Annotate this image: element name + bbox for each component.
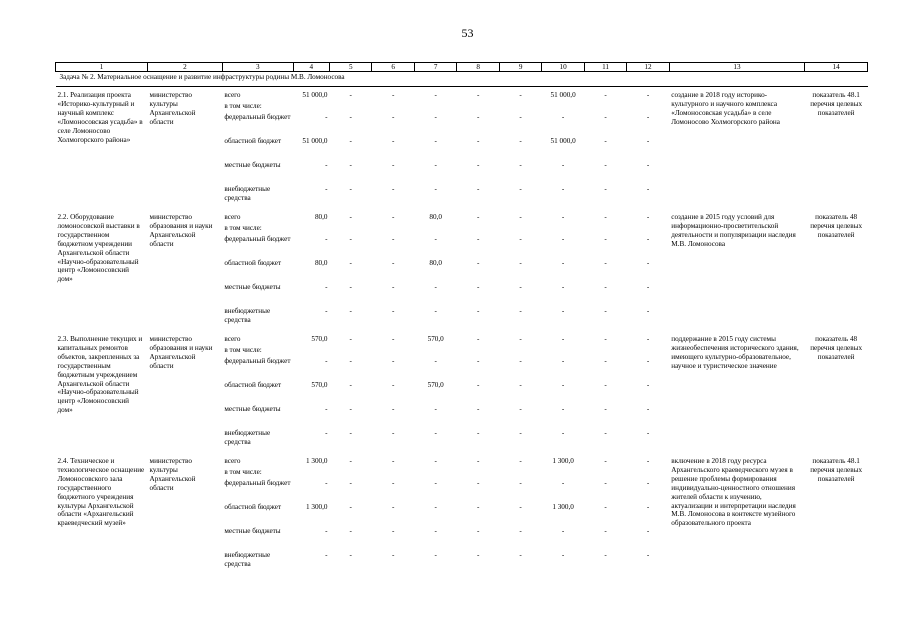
- value-cell: -: [434, 429, 437, 437]
- measure-executor: министерство культуры Архангельской области: [149, 457, 196, 492]
- value-cell: -: [476, 113, 480, 121]
- funding-source: федеральный бюджет: [224, 479, 291, 487]
- value-cell: -: [519, 335, 522, 343]
- measure-row: [56, 213, 868, 224]
- value-cell: 51 000,0: [302, 137, 328, 145]
- value-cell: -: [476, 429, 480, 437]
- value-cell: -: [349, 551, 352, 559]
- value-cell: -: [325, 113, 328, 121]
- measure-executor: министерство культуры Архангельской области: [149, 91, 196, 126]
- value-cell: -: [476, 357, 480, 365]
- value-cell: -: [349, 527, 352, 535]
- value-cell: -: [604, 479, 607, 487]
- value-cell: -: [434, 503, 437, 511]
- value-cell: -: [476, 405, 480, 413]
- value-cell: 1 300,0: [305, 457, 328, 465]
- value-cell: -: [434, 137, 437, 145]
- value-cell: -: [646, 213, 650, 221]
- value-cell: 51 000,0: [550, 91, 576, 99]
- value-cell: -: [519, 381, 522, 389]
- value-cell: -: [476, 259, 480, 267]
- value-cell: -: [604, 405, 607, 413]
- value-cell: [330, 468, 372, 479]
- value-cell: -: [646, 381, 650, 389]
- value-cell: -: [646, 527, 650, 535]
- header-cell: 14: [805, 63, 868, 72]
- value-cell: 51 000,0: [302, 91, 328, 99]
- value-cell: -: [434, 405, 437, 413]
- value-cell: -: [392, 235, 395, 243]
- value-cell: -: [349, 457, 352, 465]
- value-cell: 1 300,0: [552, 457, 574, 465]
- value-cell: -: [434, 283, 437, 291]
- value-cell: -: [392, 357, 395, 365]
- funding-source: местные бюджеты: [224, 405, 281, 413]
- value-cell: [330, 224, 372, 235]
- value-cell: -: [519, 457, 522, 465]
- target-indicator: показатель 48.1 перечня целевых показателей: [810, 91, 863, 117]
- value-cell: 80,0: [314, 213, 328, 221]
- value-cell: -: [519, 235, 522, 243]
- value-cell: -: [561, 429, 565, 437]
- value-cell: -: [392, 503, 395, 511]
- value-cell: -: [604, 235, 607, 243]
- value-cell: -: [392, 479, 395, 487]
- task-row: [56, 72, 868, 87]
- value-cell: [330, 102, 372, 113]
- value-cell: -: [561, 307, 565, 315]
- value-cell: -: [349, 479, 352, 487]
- target-indicator: показатель 48.1 перечня целевых показателей: [810, 457, 863, 483]
- value-cell: -: [476, 551, 480, 559]
- value-cell: -: [434, 235, 437, 243]
- value-cell: -: [519, 405, 522, 413]
- value-cell: [584, 102, 626, 113]
- value-cell: -: [604, 503, 607, 511]
- measure-name: 2.2. Оборудование ломоносовской выставки в государственном бюджетном учреждении Архангельской области «Научно-образовательный центр «Ломоносовский дом»: [57, 213, 140, 284]
- value-cell: -: [325, 185, 328, 193]
- value-cell: -: [476, 527, 480, 535]
- value-cell: 1 300,0: [305, 503, 328, 511]
- value-cell: -: [646, 185, 650, 193]
- funding-source: областной бюджет: [224, 137, 282, 145]
- value-cell: -: [434, 527, 437, 535]
- value-cell: 570,0: [427, 335, 444, 343]
- header-cell: 1: [56, 63, 148, 72]
- header-cell: 9: [499, 63, 541, 72]
- value-cell: -: [434, 91, 437, 99]
- value-cell: -: [604, 185, 607, 193]
- value-cell: -: [519, 161, 522, 169]
- value-cell: [542, 102, 584, 113]
- value-cell: -: [325, 283, 328, 291]
- value-cell: [627, 468, 669, 479]
- value-cell: -: [349, 335, 352, 343]
- measure-name: 2.3. Выполнение текущих и капитальных ремонтов объектов, закрепленных за государственным бюджетным учреждением Архангельской области «Научно-образовательный центр «Ломоносовский дом»: [57, 335, 143, 415]
- value-cell: -: [519, 357, 522, 365]
- value-cell: -: [392, 161, 395, 169]
- value-cell: -: [561, 113, 565, 121]
- value-cell: -: [604, 335, 607, 343]
- measure-row: [56, 335, 868, 346]
- funding-source: внебюджетные средства: [224, 551, 271, 568]
- value-cell: -: [392, 457, 395, 465]
- value-cell: [293, 102, 329, 113]
- value-cell: -: [646, 235, 650, 243]
- value-cell: -: [561, 235, 565, 243]
- funding-source: местные бюджеты: [224, 283, 281, 291]
- value-cell: [293, 346, 329, 357]
- value-cell: -: [604, 381, 607, 389]
- expected-result: создание в 2015 году условий для информационно-просветительской деятельности и популяризации наследия М.В. Ломоносова: [671, 213, 796, 248]
- value-cell: -: [561, 283, 565, 291]
- value-cell: 1 300,0: [552, 503, 574, 511]
- value-cell: -: [561, 479, 565, 487]
- value-cell: -: [476, 335, 480, 343]
- header-cell: 11: [584, 63, 626, 72]
- value-cell: -: [519, 259, 522, 267]
- value-cell: 80,0: [429, 259, 442, 267]
- value-cell: -: [325, 235, 328, 243]
- value-cell: -: [646, 457, 650, 465]
- value-cell: -: [434, 551, 437, 559]
- value-cell: 570,0: [427, 381, 444, 389]
- funding-source: всего: [224, 91, 241, 99]
- value-cell: -: [476, 91, 480, 99]
- value-cell: -: [476, 185, 480, 193]
- funding-source: в том числе:: [224, 102, 262, 110]
- value-cell: -: [476, 503, 480, 511]
- value-cell: -: [604, 213, 607, 221]
- value-cell: -: [519, 91, 522, 99]
- measure-row: [56, 91, 868, 102]
- value-cell: [372, 224, 414, 235]
- funding-source: местные бюджеты: [224, 527, 281, 535]
- value-cell: -: [392, 91, 395, 99]
- value-cell: -: [604, 527, 607, 535]
- value-cell: -: [392, 137, 395, 145]
- value-cell: -: [325, 307, 328, 315]
- measure-name: 2.4. Техническое и технологическое оснащение Ломоносовского зала государственного бюджетного учреждения культуры Архангельской области «Архангельский краеведческий музей»: [57, 457, 145, 528]
- value-cell: -: [561, 185, 565, 193]
- value-cell: -: [392, 335, 395, 343]
- value-cell: -: [349, 91, 352, 99]
- value-cell: -: [476, 137, 480, 145]
- header-cell: 7: [414, 63, 456, 72]
- funding-source: в том числе:: [224, 468, 262, 476]
- value-cell: -: [349, 429, 352, 437]
- value-cell: -: [604, 551, 607, 559]
- value-cell: -: [392, 185, 395, 193]
- value-cell: -: [349, 235, 352, 243]
- value-cell: -: [349, 381, 352, 389]
- value-cell: -: [646, 137, 650, 145]
- value-cell: [414, 102, 456, 113]
- value-cell: -: [349, 503, 352, 511]
- funding-source: областной бюджет: [224, 503, 282, 511]
- program-table: [55, 62, 868, 575]
- value-cell: -: [604, 259, 607, 267]
- value-cell: -: [604, 137, 607, 145]
- page-number: 53: [461, 26, 474, 40]
- value-cell: -: [604, 457, 607, 465]
- value-cell: [542, 346, 584, 357]
- header-cell: 5: [330, 63, 372, 72]
- value-cell: -: [434, 113, 437, 121]
- value-cell: -: [434, 307, 437, 315]
- target-indicator: показатель 48 перечня целевых показателей: [810, 335, 863, 361]
- value-cell: -: [349, 185, 352, 193]
- target-indicator: показатель 48 перечня целевых показателей: [810, 213, 863, 239]
- value-cell: [457, 468, 499, 479]
- value-cell: -: [519, 479, 522, 487]
- value-cell: -: [604, 91, 607, 99]
- value-cell: -: [604, 307, 607, 315]
- value-cell: [372, 346, 414, 357]
- value-cell: -: [519, 527, 522, 535]
- funding-source: федеральный бюджет: [224, 113, 291, 121]
- measure-row: [56, 457, 868, 468]
- value-cell: -: [646, 357, 650, 365]
- value-cell: -: [519, 137, 522, 145]
- funding-source: в том числе:: [224, 224, 262, 232]
- value-cell: [372, 468, 414, 479]
- funding-source: всего: [224, 213, 241, 221]
- value-cell: [542, 224, 584, 235]
- value-cell: -: [349, 161, 352, 169]
- value-cell: -: [604, 113, 607, 121]
- expected-result: создание в 2018 году историко-культурного и научного комплекса «Ломоносовская усадьба» в селе Ломоносово Холмогорского района: [671, 91, 780, 126]
- value-cell: [457, 102, 499, 113]
- value-cell: -: [434, 479, 437, 487]
- value-cell: [293, 468, 329, 479]
- value-cell: -: [604, 357, 607, 365]
- header-cell: 6: [372, 63, 414, 72]
- header-cell: 12: [627, 63, 669, 72]
- value-cell: -: [519, 185, 522, 193]
- value-cell: -: [349, 357, 352, 365]
- value-cell: -: [325, 357, 328, 365]
- funding-source: областной бюджет: [224, 259, 282, 267]
- funding-source: областной бюджет: [224, 381, 282, 389]
- value-cell: -: [476, 381, 480, 389]
- value-cell: -: [476, 213, 480, 221]
- value-cell: -: [392, 405, 395, 413]
- header-row: [56, 63, 868, 72]
- value-cell: -: [646, 551, 650, 559]
- value-cell: -: [561, 381, 565, 389]
- value-cell: -: [646, 405, 650, 413]
- value-cell: -: [646, 479, 650, 487]
- value-cell: -: [476, 235, 480, 243]
- header-cell: 13: [669, 63, 805, 72]
- value-cell: -: [646, 307, 650, 315]
- value-cell: -: [646, 429, 650, 437]
- value-cell: -: [646, 259, 650, 267]
- funding-source: федеральный бюджет: [224, 235, 291, 243]
- value-cell: -: [434, 457, 437, 465]
- funding-source: всего: [224, 335, 241, 343]
- value-cell: -: [349, 113, 352, 121]
- value-cell: -: [561, 335, 565, 343]
- value-cell: [584, 346, 626, 357]
- value-cell: 570,0: [311, 335, 328, 343]
- value-cell: [457, 346, 499, 357]
- value-cell: -: [519, 551, 522, 559]
- measure-name: 2.1. Реализация проекта «Историко-культурный и научный комплекс «Ломоносовская усадьба» в селе Ломоносово Холмогорского района»: [57, 91, 143, 144]
- value-cell: -: [349, 213, 352, 221]
- value-cell: -: [392, 113, 395, 121]
- value-cell: -: [349, 137, 352, 145]
- value-cell: -: [325, 161, 328, 169]
- value-cell: [627, 102, 669, 113]
- measure-executor: министерство образования и науки Архангельской области: [149, 335, 213, 370]
- value-cell: [499, 468, 541, 479]
- funding-source: всего: [224, 457, 241, 465]
- header-cell: 2: [148, 63, 223, 72]
- value-cell: [627, 346, 669, 357]
- value-cell: -: [476, 161, 480, 169]
- header-cell: 8: [457, 63, 499, 72]
- value-cell: -: [476, 457, 480, 465]
- value-cell: 51 000,0: [550, 137, 576, 145]
- task-title: Задача № 2. Материальное оснащение и развитие инфраструктуры родины М.В. Ломоносова: [56, 72, 868, 87]
- value-cell: -: [646, 113, 650, 121]
- value-cell: -: [519, 503, 522, 511]
- value-cell: 570,0: [311, 381, 328, 389]
- value-cell: [584, 468, 626, 479]
- value-cell: -: [646, 503, 650, 511]
- measure-executor: министерство образования и науки Архангельской области: [149, 213, 213, 248]
- value-cell: -: [519, 283, 522, 291]
- value-cell: -: [392, 551, 395, 559]
- value-cell: -: [325, 479, 328, 487]
- value-cell: -: [392, 381, 395, 389]
- value-cell: [499, 346, 541, 357]
- value-cell: [627, 224, 669, 235]
- value-cell: -: [392, 429, 395, 437]
- value-cell: -: [646, 91, 650, 99]
- funding-source: внебюджетные средства: [224, 185, 271, 202]
- value-cell: -: [476, 307, 480, 315]
- value-cell: 80,0: [429, 213, 442, 221]
- value-cell: -: [392, 259, 395, 267]
- value-cell: -: [349, 307, 352, 315]
- value-cell: [457, 224, 499, 235]
- value-cell: -: [476, 283, 480, 291]
- value-cell: [330, 346, 372, 357]
- value-cell: -: [604, 283, 607, 291]
- value-cell: -: [325, 527, 328, 535]
- funding-source: внебюджетные средства: [224, 429, 271, 446]
- value-cell: -: [519, 429, 522, 437]
- value-cell: -: [349, 283, 352, 291]
- value-cell: -: [392, 307, 395, 315]
- value-cell: -: [349, 259, 352, 267]
- funding-source: в том числе:: [224, 346, 262, 354]
- expected-result: включение в 2018 году ресурса Архангельского краеведческого музея в решение проблемы формирования индивидуально-ценностного отношения жителей области к изучению, актуализации и интерпретации наследия М.В. Ломоносова в контексте музейного образовательного проекта: [671, 457, 796, 528]
- value-cell: [414, 468, 456, 479]
- value-cell: -: [325, 405, 328, 413]
- value-cell: -: [604, 161, 607, 169]
- value-cell: [499, 102, 541, 113]
- value-cell: -: [325, 429, 328, 437]
- value-cell: -: [561, 213, 565, 221]
- value-cell: [542, 468, 584, 479]
- value-cell: [414, 224, 456, 235]
- value-cell: [499, 224, 541, 235]
- value-cell: -: [392, 527, 395, 535]
- value-cell: -: [561, 161, 565, 169]
- header-cell: 3: [222, 63, 293, 72]
- value-cell: -: [604, 429, 607, 437]
- value-cell: -: [646, 283, 650, 291]
- value-cell: [372, 102, 414, 113]
- value-cell: -: [325, 551, 328, 559]
- value-cell: -: [646, 161, 650, 169]
- value-cell: -: [392, 213, 395, 221]
- funding-source: местные бюджеты: [224, 161, 281, 169]
- header-cell: 4: [293, 63, 329, 72]
- value-cell: -: [349, 405, 352, 413]
- value-cell: [293, 224, 329, 235]
- value-cell: -: [476, 479, 480, 487]
- funding-source: внебюджетные средства: [224, 307, 271, 324]
- value-cell: -: [519, 213, 522, 221]
- value-cell: [584, 224, 626, 235]
- value-cell: -: [434, 161, 437, 169]
- funding-source: федеральный бюджет: [224, 357, 291, 365]
- value-cell: -: [519, 307, 522, 315]
- header-cell: 10: [542, 63, 584, 72]
- value-cell: -: [392, 283, 395, 291]
- value-cell: -: [561, 357, 565, 365]
- value-cell: -: [519, 113, 522, 121]
- value-cell: -: [646, 335, 650, 343]
- value-cell: -: [561, 527, 565, 535]
- value-cell: -: [434, 185, 437, 193]
- value-cell: [414, 346, 456, 357]
- value-cell: -: [561, 405, 565, 413]
- value-cell: -: [434, 357, 437, 365]
- value-cell: 80,0: [314, 259, 328, 267]
- value-cell: -: [561, 551, 565, 559]
- expected-result: поддержание в 2015 году системы жизнеобеспечения исторического здания, имеющего культурно-образовательное, научное и туристическое значение: [671, 335, 799, 370]
- value-cell: -: [561, 259, 565, 267]
